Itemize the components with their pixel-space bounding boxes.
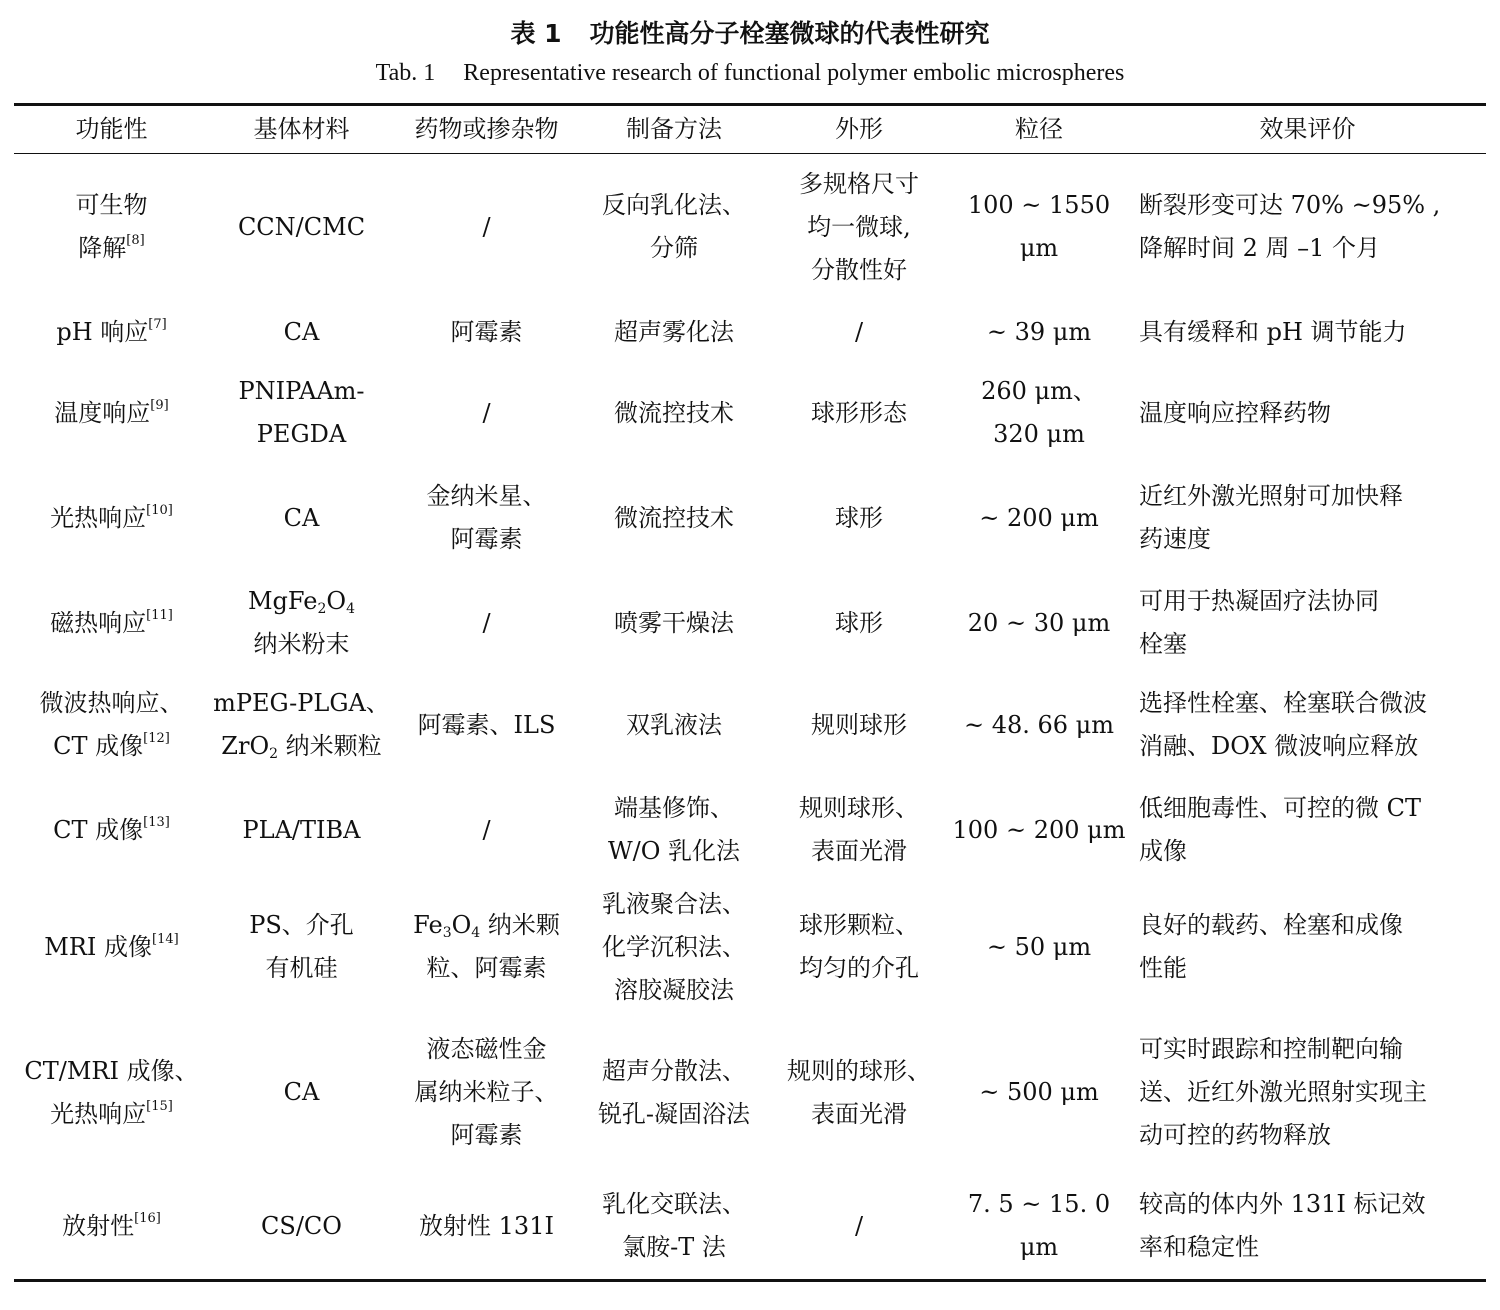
cell-drug: [394, 574, 579, 673]
cell-method: [579, 301, 769, 364]
drug-text: /: [482, 815, 491, 844]
reference-number: [9]: [150, 397, 169, 413]
cell-size: [949, 1012, 1129, 1174]
cell-effect: [1129, 574, 1486, 673]
table-caption-cn: 功能性高分子栓塞微球的代表性研究: [589, 19, 990, 48]
cell-effect: [1129, 673, 1486, 778]
function-text: CT 成像: [53, 732, 144, 760]
material-text: mPEG-PLGA、: [213, 689, 390, 717]
cell-size: [949, 463, 1129, 574]
drug-text: 阿霉素、ILS: [417, 710, 556, 739]
method-text: 分筛: [650, 234, 698, 263]
drug-text: 粒、阿霉素: [426, 954, 547, 982]
cell-material: [209, 574, 394, 673]
cell-shape: [769, 673, 949, 778]
size-text: 320 μm: [993, 420, 1085, 448]
reference-number: [14]: [152, 931, 179, 947]
size-text: ~ 200 μm: [979, 503, 1099, 532]
effect-text: 降解时间 2 周 –1 个月: [1139, 234, 1381, 263]
cell-shape: [769, 1174, 949, 1281]
cell-drug: [394, 364, 579, 463]
cell-method: [579, 154, 769, 301]
shape-text: /: [854, 1211, 864, 1240]
size-text: ~ 50 μm: [986, 932, 1092, 961]
research-table: [14, 103, 1486, 1282]
cell-shape: [769, 364, 949, 463]
table-number-en: Tab. 1: [375, 60, 436, 86]
cell-material: [209, 778, 394, 883]
method-text: 微流控技术: [614, 503, 734, 532]
cell-effect: [1129, 301, 1486, 364]
method-text: 超声分散法、: [602, 1056, 746, 1085]
shape-text: 球形: [835, 503, 883, 532]
shape-text: 分散性好: [811, 255, 907, 284]
header-cell: 药物或掺杂物: [394, 105, 579, 154]
effect-text: 栓塞: [1139, 630, 1187, 658]
table-row: [14, 301, 1486, 364]
method-text: 喷雾干燥法: [614, 608, 734, 637]
subscript: 3: [442, 925, 452, 941]
cell-method: [579, 1012, 769, 1174]
cell-shape: [769, 574, 949, 673]
size-text: 7. 5 ~ 15. 0 μm: [967, 1190, 1111, 1262]
effect-text: 性能: [1139, 954, 1187, 982]
cell-effect: [1129, 1174, 1486, 1281]
effect-text: 率和稳定性: [1139, 1233, 1259, 1262]
cell-shape: [769, 778, 949, 883]
function-text: 放射性: [62, 1211, 135, 1240]
material-text: 纳米粉末: [253, 630, 350, 658]
drug-text: 属纳米粒子、: [414, 1078, 559, 1106]
method-text: 溶胶凝胶法: [614, 975, 734, 1004]
cell-method: [579, 463, 769, 574]
cell-drug: [394, 1174, 579, 1281]
effect-text: 消融、DOX 微波响应释放: [1139, 732, 1419, 760]
table-title-en: [0, 60, 1500, 87]
effect-text: 低细胞毒性、可控的微 CT: [1139, 794, 1421, 822]
reference-number: [10]: [146, 502, 173, 518]
cell-material: [209, 364, 394, 463]
cell-size: [949, 364, 1129, 463]
cell-shape: [769, 463, 949, 574]
method-text: 乳化交联法、: [602, 1190, 746, 1219]
cell-drug: [394, 883, 579, 1012]
drug-text: 金纳米星、: [426, 482, 547, 510]
material-text: CS/CO: [261, 1211, 342, 1240]
header-cell: 制备方法: [579, 105, 769, 154]
cell-function: [14, 574, 209, 673]
effect-text: 近红外激光照射可加快释: [1139, 482, 1403, 510]
cell-effect: [1129, 154, 1486, 301]
shape-text: 均一微球,: [807, 212, 911, 241]
cell-function: [14, 673, 209, 778]
table-row: [14, 673, 1486, 778]
effect-text: 可实时跟踪和控制靶向输: [1139, 1035, 1403, 1063]
material-text: PLA/TIBA: [242, 815, 361, 844]
size-text: ~ 48. 66 μm: [963, 710, 1115, 739]
table-row: [14, 574, 1486, 673]
cell-size: [949, 301, 1129, 364]
function-text: 降解: [78, 234, 127, 263]
function-text: 磁热响应: [50, 608, 147, 637]
function-text: pH 响应: [56, 317, 149, 346]
method-text: 双乳液法: [626, 710, 722, 739]
table-row: [14, 1174, 1486, 1281]
cell-shape: [769, 301, 949, 364]
cell-method: [579, 1174, 769, 1281]
table-row: [14, 154, 1486, 301]
shape-text: 规则球形: [811, 710, 907, 739]
function-text: MRI 成像: [44, 932, 153, 961]
cell-method: [579, 883, 769, 1012]
reference-number: [16]: [134, 1210, 161, 1226]
reference-number: [15]: [146, 1098, 173, 1114]
table-header-row: [14, 105, 1486, 154]
shape-text: 规则球形、: [799, 794, 919, 822]
method-text: 乳液聚合法、: [602, 889, 746, 918]
cell-material: [209, 154, 394, 301]
drug-text: /: [482, 608, 491, 637]
effect-text: 温度响应控释药物: [1139, 398, 1331, 427]
cell-size: [949, 1174, 1129, 1281]
size-text: ~ 39 μm: [986, 317, 1092, 346]
shape-text: 规则的球形、: [787, 1056, 931, 1085]
cell-method: [579, 364, 769, 463]
cell-size: [949, 883, 1129, 1012]
header-cell: 功能性: [14, 105, 209, 154]
header-cell: 外形: [769, 105, 949, 154]
drug-text: /: [482, 212, 491, 241]
cell-size: [949, 778, 1129, 883]
reference-number: [12]: [143, 731, 170, 746]
cell-shape: [769, 154, 949, 301]
method-text: 氯胺-T 法: [622, 1233, 726, 1262]
cell-drug: [394, 154, 579, 301]
material-text: CA: [283, 503, 320, 532]
table-title-cn: [0, 14, 1500, 50]
cell-method: [579, 673, 769, 778]
cell-material: [209, 1012, 394, 1174]
method-text: W/O 乳化法: [607, 837, 741, 865]
cell-drug: [394, 463, 579, 574]
drug-text: 阿霉素: [450, 525, 523, 553]
shape-text: 多规格尺寸: [799, 169, 919, 198]
method-text: 锐孔-凝固浴法: [597, 1099, 751, 1128]
method-text: 端基修饰、: [614, 794, 734, 822]
cell-function: [14, 364, 209, 463]
cell-function: [14, 301, 209, 364]
effect-text: 具有缓释和 pH 调节能力: [1139, 317, 1407, 346]
material-text: 有机硅: [265, 954, 338, 982]
cell-material: [209, 883, 394, 1012]
cell-function: [14, 463, 209, 574]
cell-function: [14, 154, 209, 301]
size-text: 20 ~ 30 μm: [967, 608, 1111, 637]
cell-material: [209, 463, 394, 574]
table-row: [14, 364, 1486, 463]
cell-effect: [1129, 778, 1486, 883]
cell-shape: [769, 883, 949, 1012]
cell-drug: [394, 778, 579, 883]
shape-text: /: [854, 317, 864, 346]
material-text: CCN/CMC: [237, 212, 366, 241]
subscript: 4: [346, 601, 355, 617]
cell-function: [14, 1174, 209, 1281]
cell-size: [949, 574, 1129, 673]
function-text: 可生物: [75, 191, 148, 220]
table-row: [14, 463, 1486, 574]
subscript: 2: [317, 601, 327, 617]
function-text: 光热响应: [50, 503, 147, 532]
effect-text: 药速度: [1139, 525, 1211, 553]
cell-effect: [1129, 883, 1486, 1012]
drug-text: /: [482, 398, 491, 427]
cell-function: [14, 778, 209, 883]
method-text: 化学沉积法、: [602, 932, 746, 961]
cell-material: [209, 1174, 394, 1281]
header-cell: 基体材料: [209, 105, 394, 154]
reference-number: [7]: [148, 316, 167, 332]
cell-material: [209, 301, 394, 364]
shape-text: 球形颗粒、: [799, 911, 919, 939]
effect-text: 成像: [1139, 837, 1187, 865]
size-text: 260 μm、: [981, 377, 1097, 405]
drug-text: 放射性 131I: [419, 1211, 554, 1240]
cell-size: [949, 154, 1129, 301]
cell-drug: [394, 673, 579, 778]
effect-text: 选择性栓塞、栓塞联合微波: [1139, 689, 1427, 717]
cell-effect: [1129, 463, 1486, 574]
effect-text: 良好的载药、栓塞和成像: [1139, 911, 1403, 939]
size-text: ~ 500 μm: [979, 1078, 1099, 1106]
drug-text: 阿霉素: [450, 1121, 523, 1149]
header-cell: 效果评价: [1129, 105, 1486, 154]
cell-material: [209, 673, 394, 778]
drug-text: 阿霉素: [450, 317, 523, 346]
shape-text: 表面光滑: [811, 837, 907, 865]
material-formula: $MgFe_2O_4$: [247, 587, 355, 617]
material-text: CA: [283, 1078, 320, 1106]
material-text: PNIPAAm-: [238, 377, 365, 405]
effect-text: 动可控的药物释放: [1139, 1121, 1331, 1149]
table-row: [14, 1012, 1486, 1174]
shape-text: 均匀的介孔: [799, 954, 919, 982]
function-text: 微波热响应、: [39, 689, 184, 717]
effect-text: 可用于热凝固疗法协同: [1139, 587, 1379, 615]
table-number-cn: 表 1: [510, 19, 562, 48]
cell-function: [14, 883, 209, 1012]
material-text: PS、介孔: [249, 911, 354, 939]
header-cell: 粒径: [949, 105, 1129, 154]
shape-text: 球形: [835, 608, 883, 637]
function-text: CT/MRI 成像、: [24, 1056, 199, 1085]
table-row: [14, 883, 1486, 1012]
cell-effect: [1129, 364, 1486, 463]
method-text: 微流控技术: [614, 398, 734, 427]
material-text: CA: [283, 317, 320, 346]
size-text: 100 ~ 200 μm: [952, 815, 1126, 844]
cell-method: [579, 574, 769, 673]
method-text: 反向乳化法、: [602, 191, 746, 220]
shape-text: 球形形态: [811, 398, 907, 427]
table-caption-en: Representative research of functional polymer embolic microspheres: [463, 60, 1125, 86]
effect-text: 较高的体内外 131I 标记效: [1139, 1190, 1426, 1219]
cell-drug: [394, 1012, 579, 1174]
reference-number: [13]: [143, 814, 170, 830]
subscript: 4: [471, 925, 481, 941]
function-text: CT 成像: [53, 815, 144, 844]
material-formula: ZrO$_2$ 纳米颗粒: [221, 732, 382, 762]
cell-function: [14, 1012, 209, 1174]
shape-text: 表面光滑: [811, 1099, 907, 1128]
reference-number: [11]: [146, 607, 173, 623]
effect-text: 送、近红外激光照射实现主: [1139, 1078, 1427, 1106]
method-text: 超声雾化法: [614, 317, 734, 346]
size-text: 100 ~ 1550 μm: [967, 191, 1111, 263]
drug-formula: $Fe_3O_4$ 纳米颗: [413, 911, 560, 941]
table-row: [14, 778, 1486, 883]
material-text: PEGDA: [256, 420, 347, 448]
cell-size: [949, 673, 1129, 778]
drug-text: 液态磁性金: [426, 1035, 547, 1063]
cell-method: [579, 778, 769, 883]
function-text: 光热响应: [50, 1099, 147, 1128]
cell-shape: [769, 1012, 949, 1174]
cell-effect: [1129, 1012, 1486, 1174]
effect-text: 断裂形变可达 70% ~95% ,: [1139, 191, 1441, 220]
reference-number: [8]: [126, 233, 145, 249]
function-text: 温度响应: [54, 398, 151, 427]
subscript: 2: [269, 746, 279, 762]
cell-drug: [394, 301, 579, 364]
